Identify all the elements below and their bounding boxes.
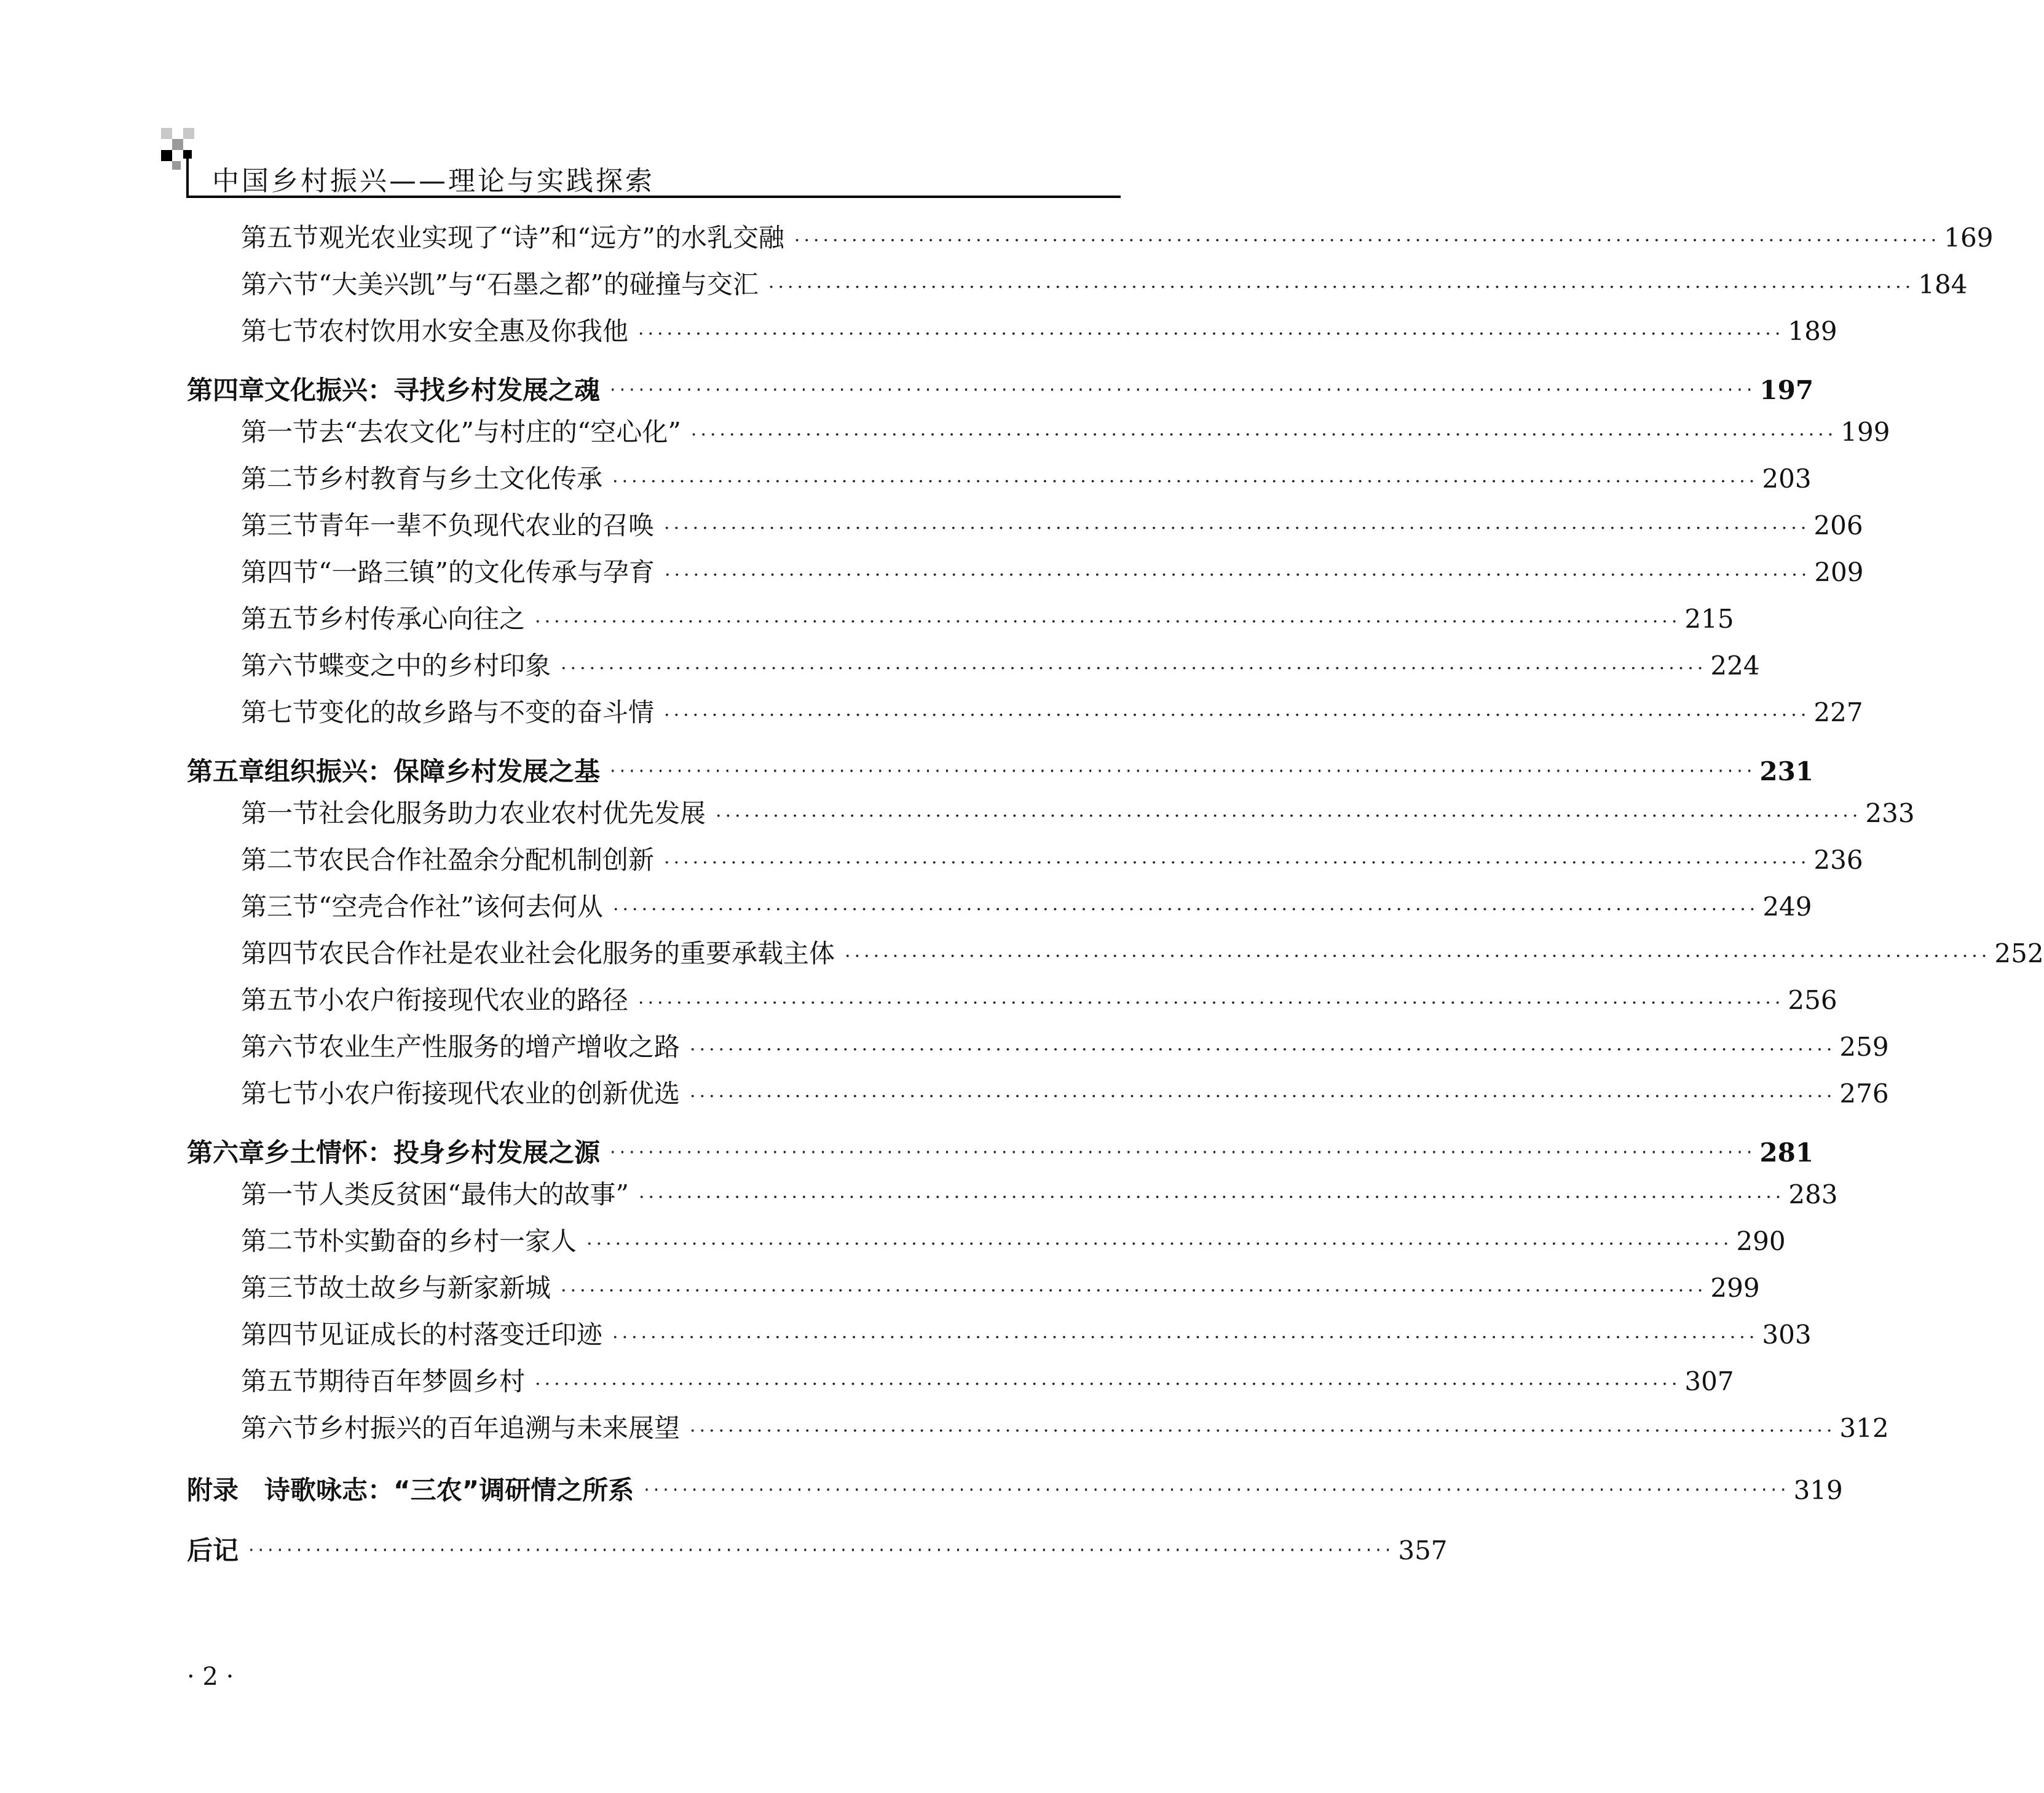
toc-page-number: 215 <box>1684 604 1734 634</box>
toc-page-number: 276 <box>1839 1079 1889 1109</box>
toc-entry-number: 第三节 <box>241 510 319 540</box>
toc-page-number: 312 <box>1839 1413 1889 1443</box>
header-decoration <box>161 150 172 161</box>
toc-entry-title: 农村饮用水安全惠及你我他 <box>318 316 629 346</box>
toc-entry-title: 乡村传承心向往之 <box>318 604 526 634</box>
toc-page-number: 283 <box>1788 1179 1838 1209</box>
toc-section <box>187 316 1837 363</box>
toc-section <box>187 1226 1786 1273</box>
toc-entry-title: 社会化服务助力农业农村优先发展 <box>318 798 706 828</box>
toc-entry-number: 第七节 <box>241 697 319 727</box>
toc-section <box>187 1366 1734 1414</box>
dot-leader: ························································································································ <box>248 1540 1395 1561</box>
dot-leader: ························································································································ <box>638 1187 1785 1208</box>
toc-section <box>187 697 1863 745</box>
dot-leader: ························································································································ <box>612 1327 1759 1348</box>
table-of-contents <box>187 223 2044 1581</box>
toc-entry-title: “大美兴凯”与“石墨之都”的碰撞与交汇 <box>318 269 759 299</box>
header-decoration <box>183 128 194 139</box>
toc-entry-title: 农业生产性服务的增产增收之路 <box>318 1032 681 1062</box>
toc-entry-number: 第五章 <box>187 756 265 786</box>
dot-leader: ························································································································ <box>610 379 1756 401</box>
toc-entry-title: 文化振兴：寻找乡村发展之魂 <box>264 375 601 405</box>
toc-page-number: 249 <box>1762 892 1812 922</box>
dot-leader: ························································································································ <box>845 946 1991 967</box>
toc-section <box>187 604 1734 651</box>
toc-entry-title: 变化的故乡路与不变的奋斗情 <box>318 697 655 727</box>
toc-entry-number: 第六节 <box>241 1413 319 1443</box>
toc-page-number: 357 <box>1398 1535 1448 1565</box>
toc-entry-title: 乡村教育与乡土文化传承 <box>318 464 603 494</box>
dot-leader: ························································································································ <box>690 424 1837 446</box>
toc-entry-title: 见证成长的村落变迁印迹 <box>318 1320 603 1350</box>
toc-page-number: 199 <box>1841 417 1890 447</box>
dot-leader: ························································································································ <box>638 323 1785 345</box>
toc-section <box>187 1413 1889 1460</box>
dot-leader: ························································································································ <box>768 277 1915 298</box>
toc-entry-number: 第五节 <box>241 223 319 253</box>
toc-entry-number: 第一节 <box>241 798 319 828</box>
dot-leader: ························································································································ <box>690 1039 1836 1061</box>
toc-page-number: 184 <box>1918 269 1968 299</box>
dot-leader: ························································································································ <box>664 705 1810 726</box>
toc-entry-number: 第六节 <box>241 1032 319 1062</box>
toc-entry-number: 第二节 <box>241 464 319 494</box>
dot-leader: ························································································································ <box>644 1479 1790 1501</box>
toc-entry-number: 第六章 <box>187 1138 265 1168</box>
toc-page-number: 227 <box>1813 697 1863 727</box>
toc-entry-title: 农民合作社是农业社会化服务的重要承载主体 <box>318 938 835 968</box>
toc-entry-title: 农民合作社盈余分配机制创新 <box>318 845 655 875</box>
toc-entry-number: 第六节 <box>241 651 319 681</box>
toc-section <box>187 417 1890 464</box>
dot-leader: ························································································································ <box>535 1374 1681 1395</box>
toc-page-number: 256 <box>1788 985 1837 1015</box>
toc-page-number: 233 <box>1865 798 1915 828</box>
toc-entry-title: “一路三镇”的文化传承与孕育 <box>318 557 655 587</box>
toc-chapter <box>187 1126 1814 1180</box>
toc-chapter <box>187 745 1814 799</box>
dot-leader: ························································································································ <box>535 611 1681 633</box>
toc-entry-number: 第七节 <box>241 1079 319 1109</box>
dot-leader: ························································································································ <box>610 761 1756 782</box>
toc-page-number: 206 <box>1813 510 1863 540</box>
toc-entry-title: 小农户衔接现代农业的创新优选 <box>318 1079 681 1109</box>
toc-entry-number: 第三节 <box>241 892 319 922</box>
toc-entry-number: 第三节 <box>241 1273 319 1303</box>
dot-leader: ························································································································ <box>664 564 1811 586</box>
dot-leader: ························································································································ <box>690 1420 1836 1442</box>
toc-entry-title: 去“去农文化”与村庄的“空心化” <box>318 417 681 447</box>
toc-page-number: 303 <box>1762 1320 1812 1350</box>
toc-section <box>187 985 1837 1032</box>
toc-section <box>187 510 1863 558</box>
toc-entry-title: 青年一辈不负现代农业的召唤 <box>318 510 655 540</box>
running-header-title: 中国乡村振兴——理论与实践探索 <box>212 165 655 197</box>
toc-section <box>187 1273 1760 1320</box>
header-decoration <box>172 161 181 170</box>
toc-entry-number: 第五节 <box>241 1366 319 1396</box>
toc-page-number: 236 <box>1813 845 1863 875</box>
toc-entry-number: 第六节 <box>241 269 319 299</box>
toc-entry-title: “空壳合作社”该何去何从 <box>318 892 603 922</box>
toc-page-number: 290 <box>1736 1226 1786 1256</box>
toc-page-number: 209 <box>1814 557 1864 587</box>
toc-entry-number: 第五节 <box>241 985 319 1015</box>
dot-leader: ························································································································ <box>664 518 1810 539</box>
header-decoration <box>161 128 172 139</box>
toc-entry-title: 组织振兴：保障乡村发展之基 <box>264 756 601 786</box>
toc-page-number: 299 <box>1710 1273 1760 1303</box>
toc-entry-title: 期待百年梦圆乡村 <box>318 1366 526 1396</box>
toc-section <box>187 651 1760 698</box>
toc-page-number: 281 <box>1759 1138 1814 1168</box>
dot-leader: ························································································································ <box>716 805 1862 827</box>
toc-section <box>187 892 1812 939</box>
toc-section <box>187 798 1915 845</box>
dot-leader: ························································································································ <box>664 852 1810 874</box>
header-decoration <box>172 139 183 150</box>
toc-section <box>187 223 1994 270</box>
toc-entry-number: 第四节 <box>241 938 319 968</box>
toc-backmatter <box>187 1521 1448 1581</box>
toc-chapter <box>187 363 1814 418</box>
toc-entry-number: 第二节 <box>241 1226 319 1256</box>
toc-entry-title: 朴实勤奋的乡村一家人 <box>318 1226 577 1256</box>
toc-entry-title: 小农户衔接现代农业的路径 <box>318 985 629 1015</box>
dot-leader: ························································································································ <box>612 899 1759 920</box>
toc-entry-title: 故土故乡与新家新城 <box>318 1273 551 1303</box>
toc-section <box>187 557 1864 604</box>
toc-entry-title: 乡土情怀：投身乡村发展之源 <box>264 1138 601 1168</box>
toc-entry-number: 第一节 <box>241 417 319 447</box>
dot-leader: ························································································································ <box>690 1086 1836 1107</box>
toc-entry-number: 第四节 <box>241 1320 319 1350</box>
toc-entry-title: 人类反贫困“最伟大的故事” <box>318 1179 629 1209</box>
toc-page-number: 169 <box>1944 223 1994 253</box>
dot-leader: ························································································································ <box>586 1233 1733 1255</box>
dot-leader: ························································································································ <box>638 992 1785 1014</box>
toc-section <box>187 1032 1889 1079</box>
toc-entry-title: 乡村振兴的百年追溯与未来展望 <box>318 1413 681 1443</box>
toc-section <box>187 845 1863 892</box>
toc-section <box>187 269 1968 317</box>
toc-entry-number: 第五节 <box>241 604 319 634</box>
toc-entry-number: 第二节 <box>241 845 319 875</box>
dot-leader: ························································································································ <box>612 471 1759 493</box>
toc-section <box>187 938 2044 986</box>
toc-section <box>187 464 1812 511</box>
toc-entry-title: 蝶变之中的乡村印象 <box>318 651 551 681</box>
toc-entry-title: 附录 诗歌咏志：“三农”调研情之所系 <box>187 1475 634 1505</box>
toc-entry-number: 第四章 <box>187 375 265 405</box>
toc-entry-number: 第一节 <box>241 1179 319 1209</box>
toc-entry-number: 第四节 <box>241 557 319 587</box>
dot-leader: ························································································································ <box>561 658 1707 679</box>
page-number: · 2 · <box>187 1663 234 1691</box>
toc-section <box>187 1179 1838 1227</box>
dot-leader: ························································································································ <box>610 1142 1756 1163</box>
toc-page-number: 231 <box>1759 756 1814 786</box>
toc-section <box>187 1320 1812 1367</box>
toc-page-number: 197 <box>1759 375 1814 405</box>
toc-page-number: 224 <box>1710 651 1760 681</box>
dot-leader: ························································································································ <box>794 230 1941 251</box>
toc-page-number: 319 <box>1793 1475 1843 1505</box>
toc-page-number: 307 <box>1684 1366 1734 1396</box>
header-rule-vertical <box>186 151 189 197</box>
toc-page-number: 252 <box>1994 938 2044 968</box>
toc-backmatter <box>187 1460 1843 1521</box>
toc-entry-title: 观光农业实现了“诗”和“远方”的水乳交融 <box>318 223 784 253</box>
toc-section <box>187 1079 1889 1126</box>
toc-page-number: 203 <box>1762 464 1812 494</box>
toc-entry-number: 第七节 <box>241 316 319 346</box>
dot-leader: ························································································································ <box>561 1280 1707 1302</box>
toc-page-number: 259 <box>1839 1032 1889 1062</box>
toc-entry-title: 后记 <box>187 1535 239 1565</box>
toc-page-number: 189 <box>1788 316 1837 346</box>
